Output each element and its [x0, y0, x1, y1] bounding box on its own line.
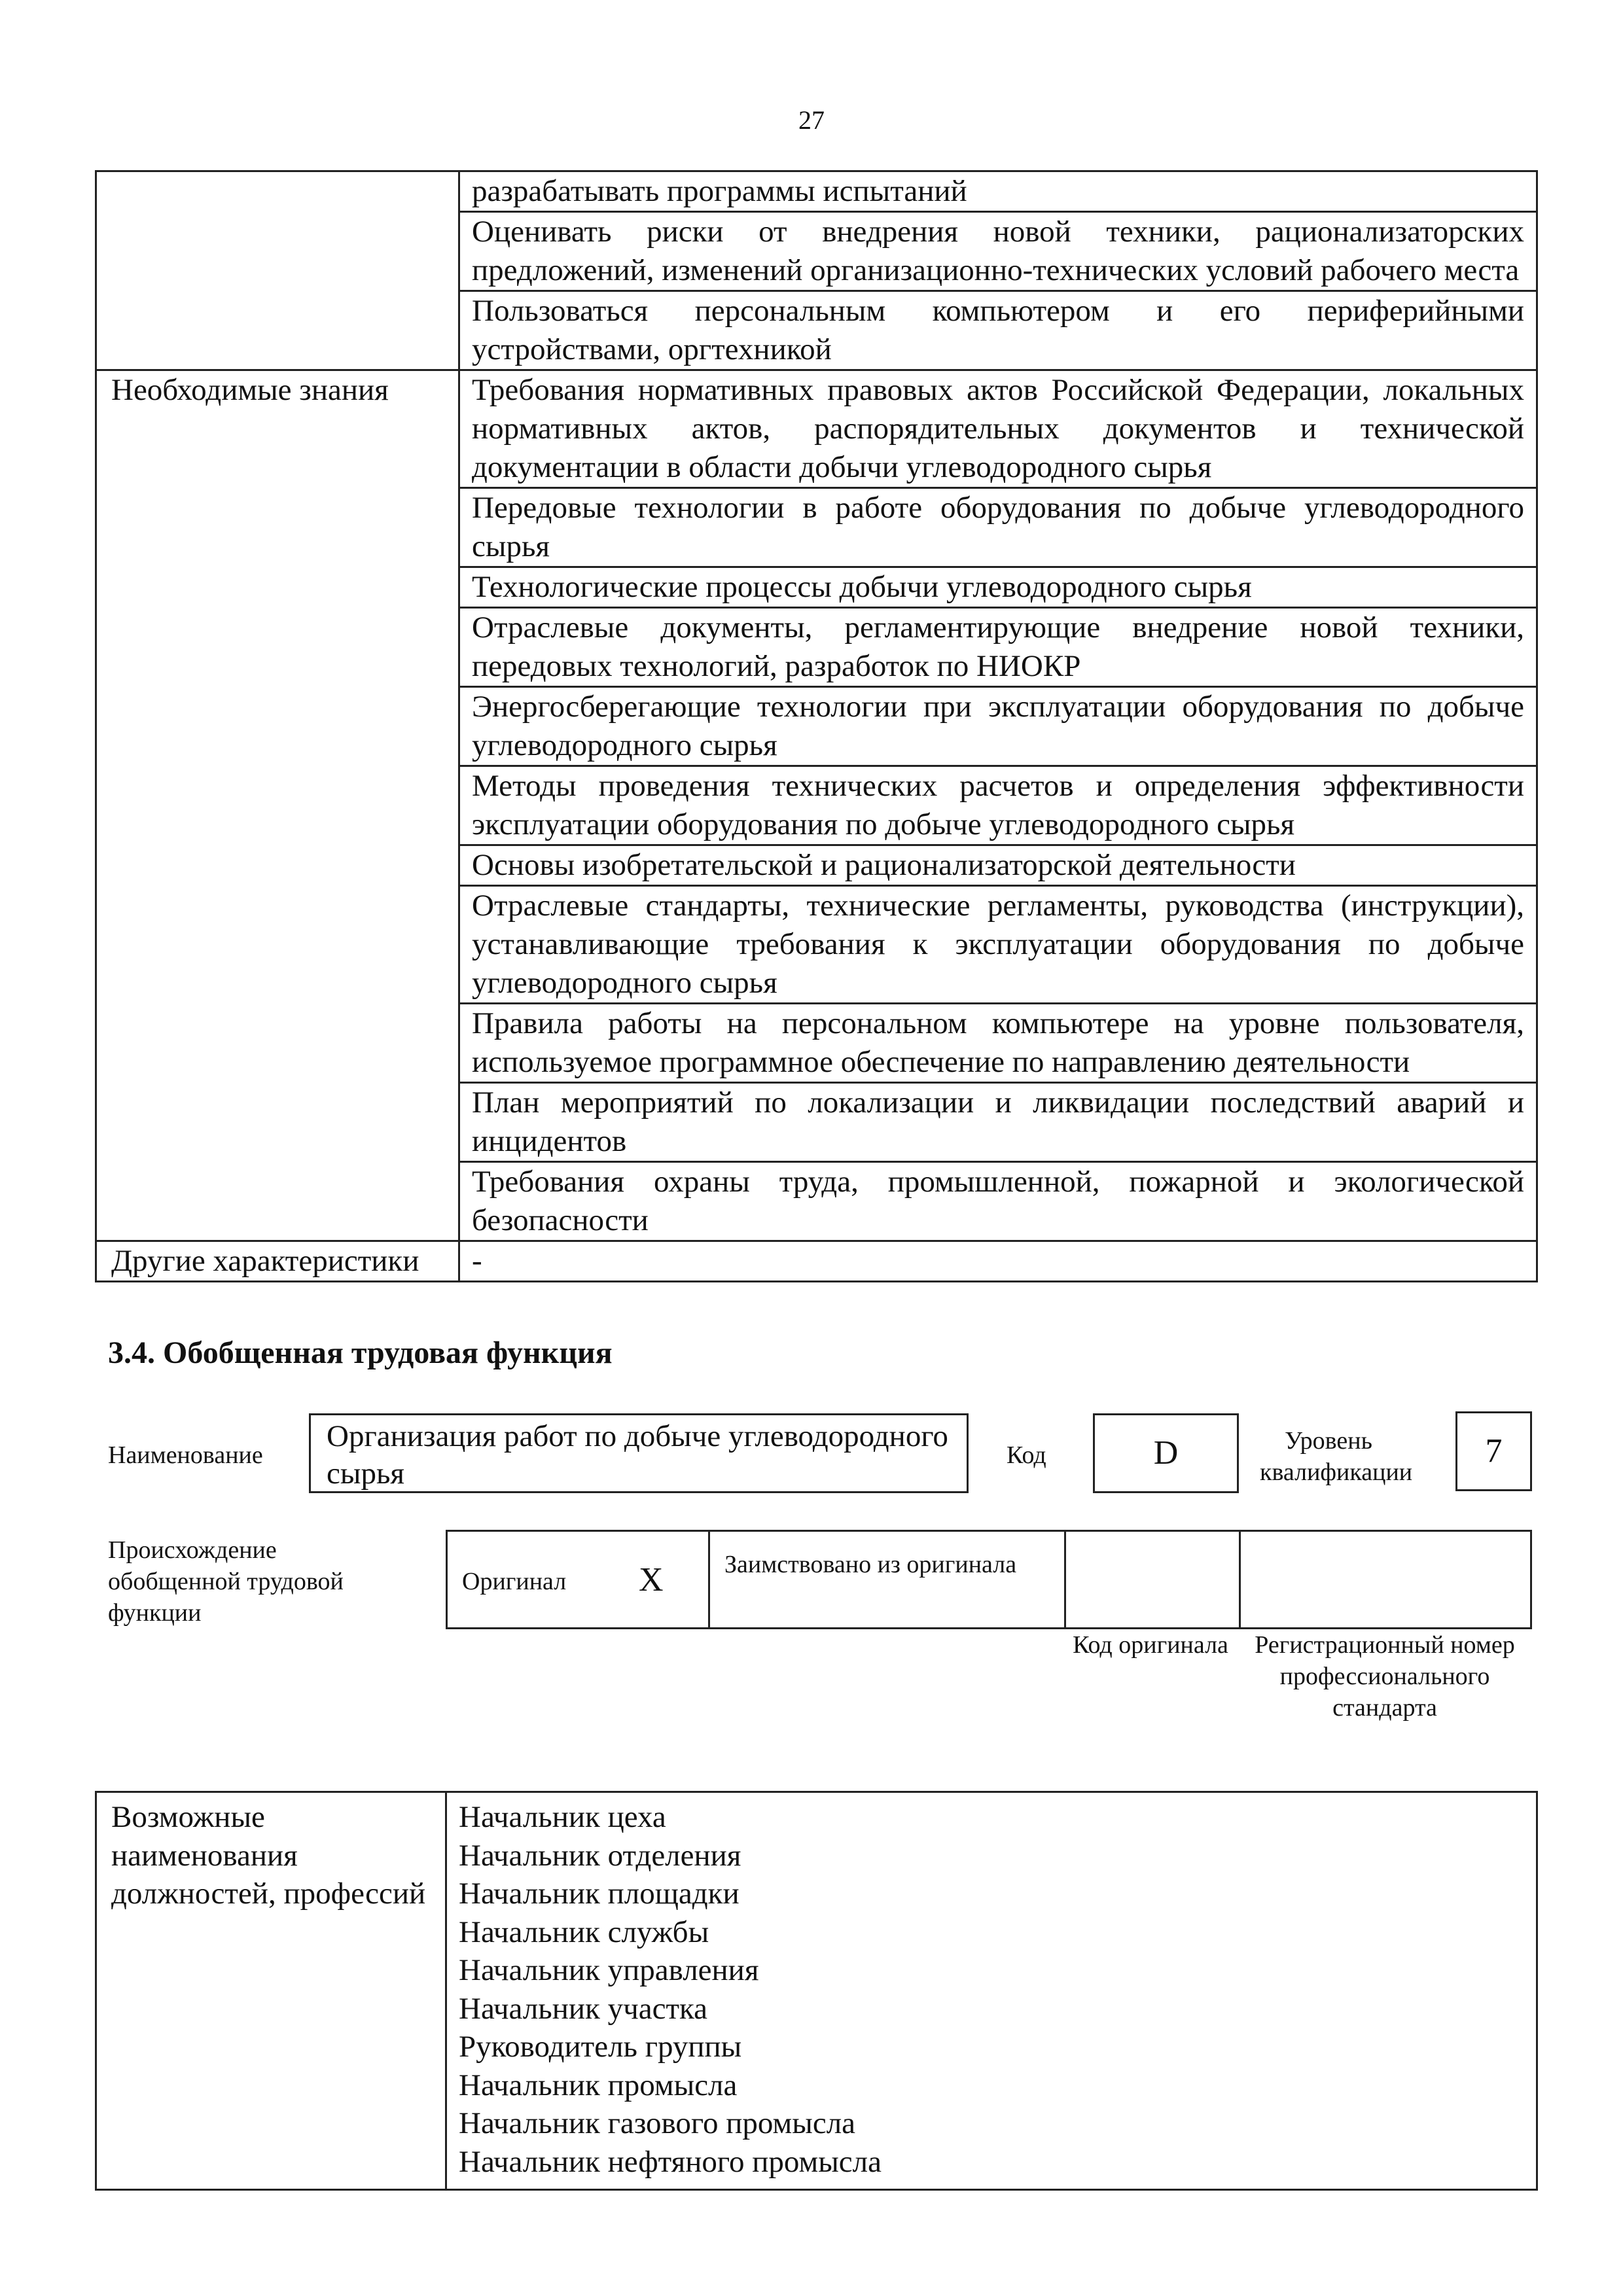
skill-item: разрабатывать программы испытаний	[459, 171, 1537, 212]
list-item: Начальник нефтяного промысла	[459, 2144, 882, 2179]
table-row	[96, 567, 1537, 608]
original-mark: X	[639, 1561, 664, 1598]
original-label: Оригинал	[462, 1568, 567, 1595]
skill-item: Оценивать риски от внедрения новой техники, рационализаторских предложений, изменений организационно-технических условий рабочего места	[459, 212, 1537, 291]
original-cell	[448, 1532, 710, 1627]
list-item: Начальник управления	[459, 1953, 759, 1987]
table-row	[96, 1792, 1537, 2190]
table-row	[96, 291, 1537, 370]
knowledge-item: Отраслевые стандарты, технические регламенты, руководства (инструкции), устанавливающие требования к эксплуатации оборудования по добыче углеводородного сырья	[459, 886, 1537, 1004]
list-item: Начальник участка	[459, 1991, 707, 2026]
table-row	[96, 1004, 1537, 1083]
table-row	[96, 370, 1537, 488]
other-label: Другие характеристики	[96, 1241, 459, 1282]
table-row	[96, 488, 1537, 567]
code-original-caption: Код оригинала	[1073, 1631, 1228, 1659]
knowledge-item: Передовые технологии в работе оборудования по добыче углеводородного сырья	[459, 488, 1537, 567]
level-label: Уровень квалификации	[1260, 1427, 1413, 1486]
list-item: Начальник газового промысла	[459, 2106, 856, 2140]
positions-list	[446, 1792, 1537, 2190]
knowledge-item: Технологические процессы добычи углеводородного сырья	[459, 567, 1537, 608]
code-original-cell	[1066, 1532, 1241, 1627]
knowledge-item: План мероприятий по локализации и ликвидации последствий аварий и инцидентов	[459, 1083, 1537, 1162]
table-row	[96, 1241, 1537, 1282]
origin-table	[446, 1530, 1532, 1629]
list-item: Начальник отделения	[459, 1838, 741, 1873]
requirements-table	[95, 170, 1538, 1282]
code-label: Код	[1007, 1441, 1046, 1469]
table-row	[96, 171, 1537, 212]
skill-item: Пользоваться персональным компьютером и его периферийными устройствами, оргтехникой	[459, 291, 1537, 370]
knowledge-item: Методы проведения технических расчетов и определения эффективности эксплуатации оборудования по добыче углеводородного сырья	[459, 766, 1537, 845]
borrowed-label: Заимствовано из оригинала	[724, 1551, 1017, 1578]
name-label: Наименование	[108, 1441, 263, 1469]
list-item: Начальник службы	[459, 1915, 709, 1949]
reg-number-cell	[1241, 1532, 1530, 1627]
table-row	[96, 687, 1537, 766]
table-row	[96, 608, 1537, 687]
knowledge-item: Отраслевые документы, регламентирующие внедрение новой техники, передовых технологий, разработок по НИОКР	[459, 608, 1537, 687]
table-row	[96, 766, 1537, 845]
list-item: Начальник цеха	[459, 1800, 666, 1834]
page-number: 27	[798, 105, 825, 135]
knowledge-item: Правила работы на персональном компьютере на уровне пользователя, используемое программное обеспечение по направлению деятельности	[459, 1004, 1537, 1083]
list-item: Начальник промысла	[459, 2068, 738, 2102]
reg-number-caption: Регистрационный номер профессионального стандарта	[1255, 1631, 1515, 1722]
list-item: Начальник площадки	[459, 1877, 740, 1911]
list-item: Руководитель группы	[459, 2030, 742, 2064]
origin-label: Происхождение обобщенной трудовой функции	[108, 1536, 344, 1627]
section-title: 3.4. Обобщенная трудовая функция	[108, 1335, 613, 1370]
other-value: -	[459, 1241, 1537, 1282]
skills-label-cell	[96, 171, 459, 212]
knowledge-item: Основы изобретательской и рационализаторской деятельности	[459, 845, 1537, 886]
table-row	[96, 886, 1537, 1004]
knowledge-item: Энергосберегающие технологии при эксплуатации оборудования по добыче углеводородного сырья	[459, 687, 1537, 766]
table-row	[96, 845, 1537, 886]
code-value: D	[1093, 1413, 1239, 1493]
table-row	[96, 212, 1537, 291]
table-row	[96, 1083, 1537, 1162]
knowledge-label: Необходимые знания	[96, 370, 459, 488]
knowledge-item: Требования охраны труда, промышленной, пожарной и экологической безопасности	[459, 1162, 1537, 1241]
knowledge-item: Требования нормативных правовых актов Российской Федерации, локальных нормативных актов, распорядительных документов и технической документации в области добычи углеводородного сырья	[459, 370, 1537, 488]
table-row	[96, 1162, 1537, 1241]
positions-table	[95, 1791, 1538, 2191]
name-value: Организация работ по добыче углеводородного сырья	[309, 1413, 969, 1493]
borrowed-cell	[710, 1532, 1066, 1627]
level-value: 7	[1455, 1411, 1532, 1491]
positions-label: Возможные наименования должностей, профессий	[96, 1792, 446, 2190]
